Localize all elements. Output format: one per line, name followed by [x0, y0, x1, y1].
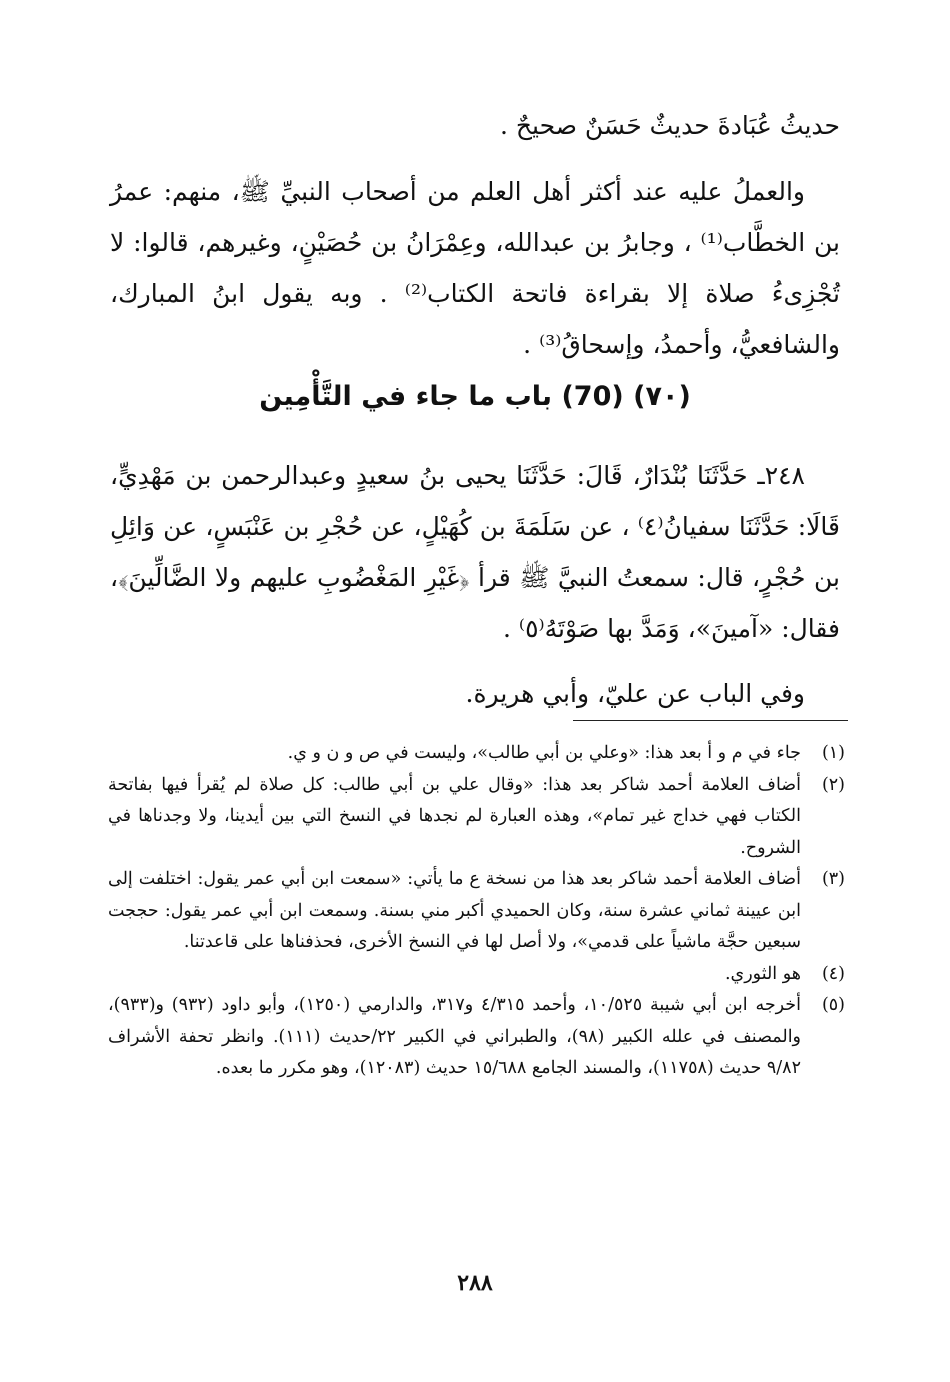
- footnote-4: [108, 959, 845, 991]
- paragraph-hadith-248: ٢٤٨ـ حَدَّثَنَا بُنْدَارٌ، قَالَ: حَدَّثَنَا يحيى بنُ سعيدٍ وعبدالرحمن بن مَهْدِيٍّ، قَالَا: حَدَّثَنَا سفيانُ⁽٤⁾ ، عن سَلَمَةَ بن كُهَيْلٍ، عن حُجْرِ بن عَنْبَسٍ، عن وَائِلِ بن حُجْرٍ، قال: سمعتُ النبيَّ ﷺ قرأ ﴿غَيْرِ المَغْضُوبِ عليهم ولا الضَّالِّينَ﴾، فقال: «آمينَ»، وَمَدَّ بها صَوْتَهُ⁽٥⁾ .: [110, 461, 840, 643]
- footnote-text: جاء في م و أ بعد هذا: «وعلي بن أبي طالب»، وليست في ص و ن و ي.: [287, 743, 801, 763]
- footnote-number: (٤): [821, 963, 845, 984]
- footnote-number: (٢): [821, 774, 845, 795]
- footnote-3: [108, 864, 845, 959]
- paragraph-scholars-practice: والعملُ عليه عند أكثر أهل العلم من أصحاب النبيِّ ﷺ، منهم: عمرُ بن الخطَّاب⁽¹⁾ ، وجابرُ بن عبدالله، وعِمْرَانُ بن حُصَيْنٍ، وغيرهم، قالوا: لا تُجْزِىءُ صلاة إلا بقراءة فاتحة الكتاب⁽²⁾ . وبه يقول ابنُ المبارك، والشافعيُّ، وأحمدُ، وإسحاقُ⁽³⁾ .: [110, 177, 841, 359]
- footnote-number: (٥): [821, 995, 845, 1015]
- footnote-divider: [573, 720, 848, 721]
- footnote-number: (١): [821, 743, 845, 763]
- footnote-text: أضاف العلامة أحمد شاكر بعد هذا: «وقال علي بن أبي طالب: كل صلاة لم يُقرأ فيها بفاتحة الكتاب فهي خداج غير تمام»، وهذه العبارة لم نجدها في النسخ التي بين أيدينا، ولا وجدناها في الشروح.: [108, 774, 801, 858]
- footnote-number: (٣): [821, 869, 845, 889]
- paragraph-hadith-grade: حديثُ عُبَادةَ حديثٌ حَسَنٌ صحيحٌ .: [500, 111, 840, 140]
- chapter-heading: (٧٠) (70) باب ما جاء في التَّأْمِين: [259, 381, 691, 412]
- footnote-text: هو الثوري.: [724, 963, 801, 984]
- footnote-text: أضاف العلامة أحمد شاكر بعد هذا من نسخة ع ما يأتي: «سمعت ابن أبي عمر يقول: اختلفت إلى ابن عيينة ثماني عشرة سنة، وكان الحميدي أكبر مني بسنة. وسمعت ابن أبي عمر يقول: حججت سبعين حجَّة ماشياً على قدمي»، ولا أصل لها في النسخ الأخرى، فحذفناها على قاعدتنا.: [108, 869, 801, 952]
- footnotes: [108, 738, 845, 1085]
- footnote-2: [108, 770, 845, 865]
- footnote-text: أخرجه ابن أبي شيبة ١٠/٥٢٥، وأحمد ٤/٣١٥ و٣١٧، والدارمي (١٢٥٠)، وأبو داود (٩٣٢) و(٩٣٣)، والمصنف في علله الكبير (٩٨)، والطبراني في الكبير ٢٢/حديث (١١١). وانظر تحفة الأشراف ٩/٨٢ حديث (١١٧٥٨)، والمسند الجامع ١٥/٦٨٨ حديث (١٢٠٨٣)، وهو مكرر ما بعده.: [108, 995, 802, 1078]
- footnote-5: [108, 990, 845, 1085]
- paragraph-related-narrations: وفي الباب عن عليّ، وأبي هريرة.: [465, 679, 805, 708]
- page-number: ٢٨٨: [457, 1270, 493, 1296]
- footnote-1: [108, 738, 845, 770]
